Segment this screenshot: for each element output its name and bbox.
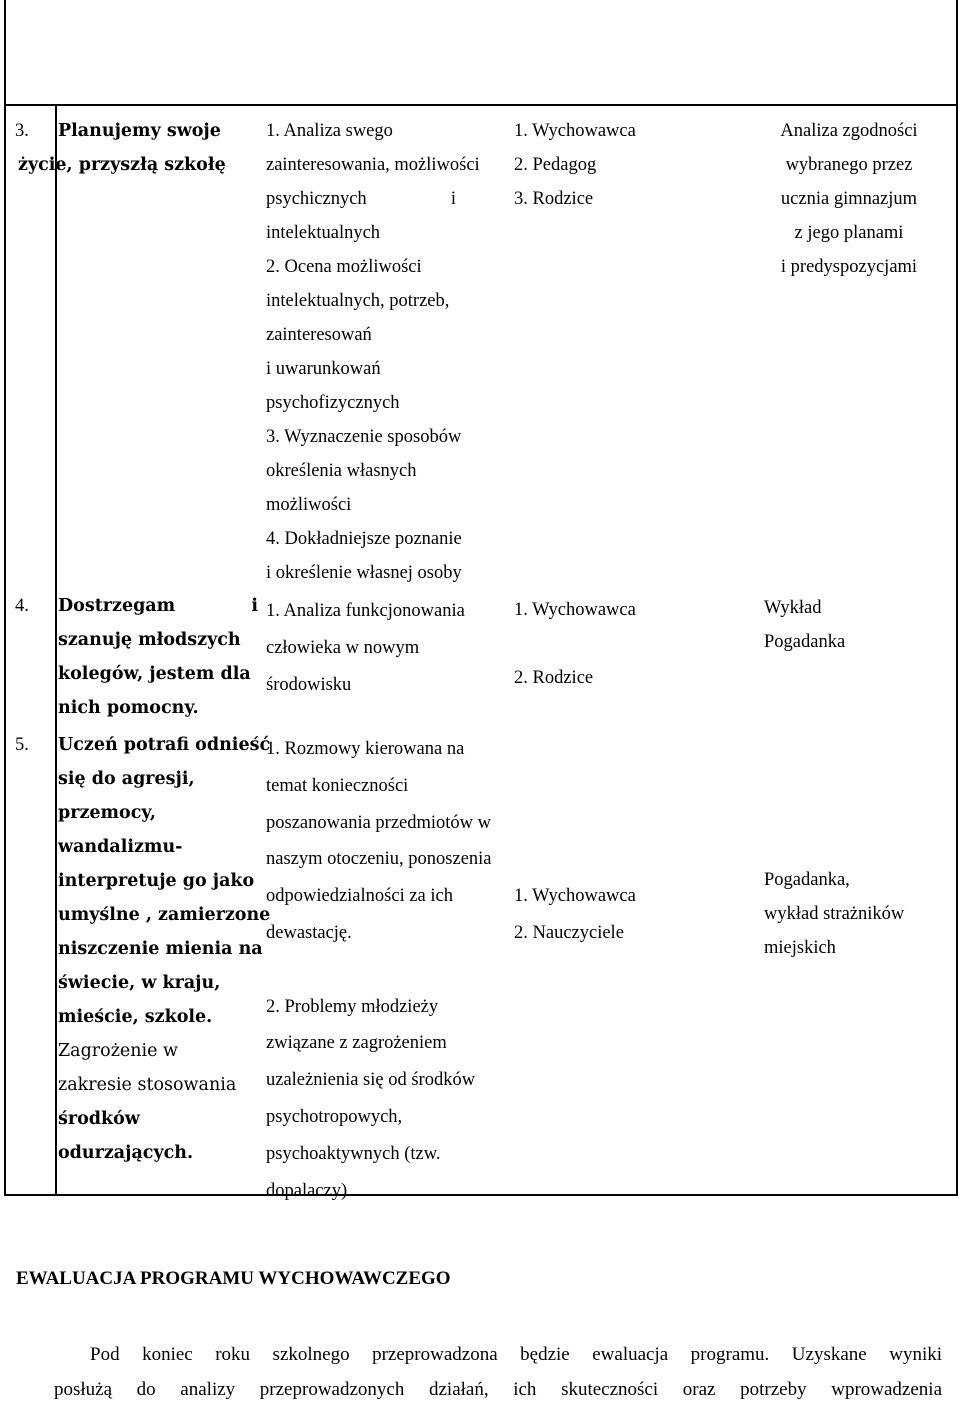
evaluation-paragraph: Pod koniec roku szkolnego przeprowadzona będzie ewaluacja programu. Uzyskane wyniki posłużą do analizy przeprowadzonych działań, ich skuteczności oraz potrzeby wprowadzenia bbox=[54, 1344, 942, 1400]
row-3-form: Analiza zgodności wybranego przez ucznia gimnazjum z jego planami i predyspozycjami bbox=[780, 121, 918, 277]
table-border-left bbox=[4, 0, 6, 1196]
row-5-responsible: 1. Wychowawca 2. Nauczyciele bbox=[514, 886, 636, 943]
row-3-number: 3. bbox=[15, 121, 29, 141]
row-5-form: Pogadanka, wykład strażników miejskich bbox=[764, 870, 905, 958]
row-5-content: 1. Rozmowy kierowana na temat konieczności poszanowania przedmiotów w naszym otoczeniu, ponoszenia odpowiedzialności za ich dewastację. 2. Problemy młodzieży związane z zagrożeniem uzależnienia się od środków psychotropowych, psychoaktywnych (tzw. dopalaczy) . bbox=[266, 739, 492, 1201]
row-3-topic: Planujemy swoje życie, przyszłą szkołę bbox=[18, 121, 226, 175]
section-heading: EWALUACJA PROGRAMU WYCHOWAWCZEGO bbox=[16, 1268, 451, 1289]
row-5-number: 5. bbox=[15, 735, 29, 755]
row-3-responsible: 1. Wychowawca 2. Pedagog 3. Rodzice bbox=[514, 121, 636, 209]
row-4-responsible: 1. Wychowawca 2. Rodzice bbox=[514, 600, 636, 688]
table-border-right bbox=[956, 0, 958, 1196]
table-col-divider bbox=[55, 104, 57, 1196]
row-5-topic: Uczeń potrafi odnieść się do agresji, przemocy, wandalizmu- interpretuje go jako umyślne , zamierzone niszczenie mienia na świecie, w kraju, mieście, szkole. Zagrożenie w zakresie stosowania środków odurzających. bbox=[58, 735, 271, 1163]
row-4-number: 4. bbox=[15, 596, 29, 616]
row-3-content: 1. Analiza swego zainteresowania, możliwości psychicznych i intelektualnych 2. Ocena możliwości intelektualnych, potrzeb, zainteresowań i uwarunkowań psychofizycznych 3. Wyznaczenie sposobów określenia własnych możliwości 4. Dokładniejsze poznanie i określenie własnej osoby bbox=[266, 121, 480, 583]
row-4-topic: Dostrzegam i szanuję młodszych kolegów, jestem dla nich pomocny. bbox=[58, 596, 258, 718]
row-4-form: Wykład Pogadanka bbox=[764, 598, 846, 652]
table-border-top bbox=[4, 104, 958, 106]
row-4-content: 1. Analiza funkcjonowania człowieka w nowym środowisku bbox=[266, 601, 465, 695]
